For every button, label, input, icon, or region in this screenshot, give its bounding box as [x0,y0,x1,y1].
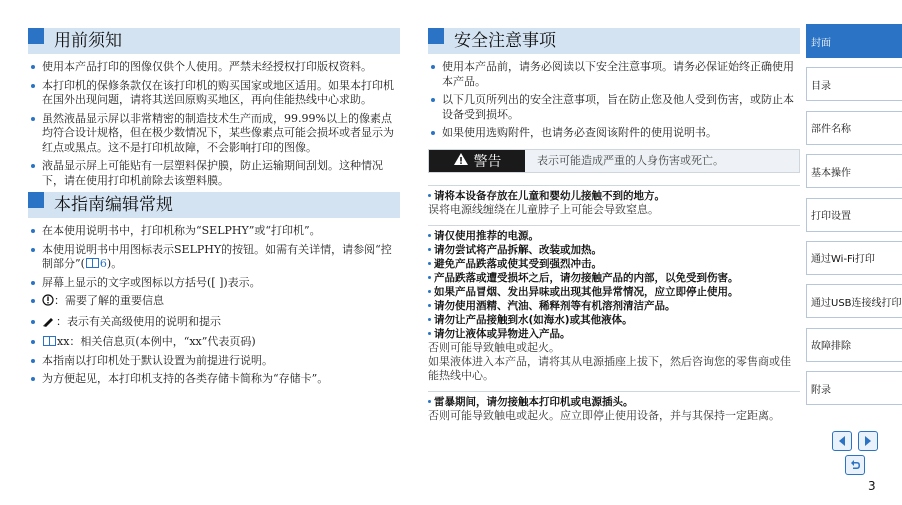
list-item-text: )。 [106,257,123,270]
list-item: 如果使用选购附件，也请务必查阅该附件的使用说明书。 [428,126,800,141]
arrow-left-icon [836,435,848,447]
safety-bold-item: 请仅使用推荐的电源。 [428,229,800,243]
safety-note: 误将电源线缠绕在儿童脖子上可能会导致窒息。 [428,202,659,216]
list-item [28,315,400,332]
middle-column [428,28,800,431]
list-item: 屏幕上显示的文字或图标以方括号([ ])表示。 [28,276,400,291]
page-link[interactable]: 6 [99,257,107,270]
list-item: 液晶显示屏上可能贴有一层塑料保护膜，防止运输期间刮划。这种情况下，请在使用打印机前除去该塑料膜。 [28,159,400,188]
safety-bold-item: 如果产品冒烟、发出异味或出现其他异常情况，应立即停止使用。 [428,285,800,299]
list-item [28,243,400,272]
list-item: 使用本产品前，请务必阅读以下安全注意事项。请务必保证始终正确使用本产品。 [428,60,800,89]
section-header-safety [428,28,800,54]
sidebar-item-contents[interactable]: 目录 [806,67,902,101]
safety-note: 否则可能导致触电或起火。应立即停止使用设备，并与其保持一定距离。 [428,408,780,422]
pencil-icon [42,315,56,332]
list-item-text: ：表示有关高级使用的说明和提示 [56,314,221,328]
section-marker-icon [28,192,44,208]
return-icon [849,459,861,471]
sidebar-item-print-settings[interactable]: 打印设置 [806,198,902,232]
page-number: 3 [868,479,876,493]
sidebar-item-appendix[interactable]: 附录 [806,371,902,405]
warning-label [429,150,525,172]
sidebar-item-troubleshooting[interactable]: 故障排除 [806,328,902,362]
safety-group-children [428,185,800,217]
list-item: 使用本产品打印的图像仅供个人使用。严禁未经授权打印版权资料。 [28,60,400,75]
sidebar-item-part-names[interactable]: 部件名称 [806,111,902,145]
section-title: 用前须知 [54,31,122,51]
back-button[interactable] [845,455,865,475]
safety-bold-item: 产品跌落或遭受损坏之后，请勿接触产品的内部，以免受到伤害。 [428,271,800,285]
safety-bold-item: 雷暴期间，请勿接触本打印机或电源插头。 [428,395,800,409]
sidebar-nav [806,24,902,415]
safety-bold-item: 请勿让产品接触到水(如海水)或其他液体。 [428,313,800,327]
list-item [28,294,400,311]
safety-note: 否则可能导致触电或起火。 [428,340,560,354]
book-icon [43,336,56,346]
list-item-text: 本使用说明书中用图标表示SELPHY的按钮。如需有关详情，请参阅“控制部分”( [42,242,392,270]
list-item: 为方便起见，本打印机支持的各类存储卡简称为“存储卡”。 [28,372,400,387]
list-item: 以下几页所列出的安全注意事项，旨在防止您及他人受到伤害，或防止本设备受到损坏。 [428,93,800,122]
safety-bold-item: 请勿使用酒精、汽油、稀释剂等有机溶剂清洁产品。 [428,299,800,313]
precautions-list [28,60,400,188]
section-title: 安全注意事项 [454,31,556,51]
list-item: 本指南以打印机处于默认设置为前提进行说明。 [28,354,400,369]
warning-bar [428,149,800,173]
list-item: 虽然液晶显示屏以非常精密的制造技术生产而成，99.99%以上的像素点均符合设计规格，但在极少数情况下，某些像素点可能会损坏或者显示为红点或黑点。这不是打印机故障，不会影响打印的图像。 [28,112,400,156]
section-header-conventions [28,192,400,218]
list-item-text: xx：相关信息页(本例中，“xx”代表页码) [57,335,256,348]
safety-bold-item: 避免产品跌落或使其受到强烈冲击。 [428,257,800,271]
sidebar-item-cover[interactable]: 封面 [806,24,902,58]
book-icon [86,258,99,268]
section-marker-icon [428,28,444,44]
sidebar-item-usb-printing[interactable]: 通过USB连接线打印 [806,284,902,318]
list-item: 本打印机的保修条款仅在该打印机的购买国家或地区适用。如果本打印机在国外出现问题，请将其送回原购买地区，再向佳能热线中心求助。 [28,79,400,108]
list-item-text: ：需要了解的重要信息 [54,294,164,307]
sidebar-item-wifi-printing[interactable]: 通过Wi-Fi打印 [806,241,902,275]
important-icon [42,294,54,311]
warning-triangle-icon [453,152,469,170]
next-page-button[interactable] [858,431,878,451]
safety-group-thunderstorm [428,391,800,423]
safety-group-power [428,225,800,383]
conventions-list [28,224,400,387]
safety-intro-list [428,60,800,141]
sidebar-item-basic-operations[interactable]: 基本操作 [806,154,902,188]
safety-bold-item: 请勿让液体或异物进入产品。 [428,327,800,341]
safety-note: 如果液体进入本产品，请将其从电源插座上拔下，然后咨询您的零售商或佳能热线中心。 [428,354,791,382]
left-column [28,28,400,391]
list-item: 在本使用说明书中，打印机称为“SELPHY”或“打印机”。 [28,224,400,239]
warning-description: 表示可能造成严重的人身伤害或死亡。 [525,150,799,172]
arrow-right-icon [862,435,874,447]
list-item [28,335,400,350]
section-marker-icon [28,28,44,44]
section-title: 本指南编辑常规 [54,195,173,215]
prev-page-button[interactable] [832,431,852,451]
warning-label-text: 警告 [473,153,502,170]
safety-bold-item: 请将本设备存放在儿童和婴幼儿接触不到的地方。 [428,189,800,203]
section-header-precautions [28,28,400,54]
safety-bold-item: 请勿尝试将产品拆解、改装或加热。 [428,243,800,257]
